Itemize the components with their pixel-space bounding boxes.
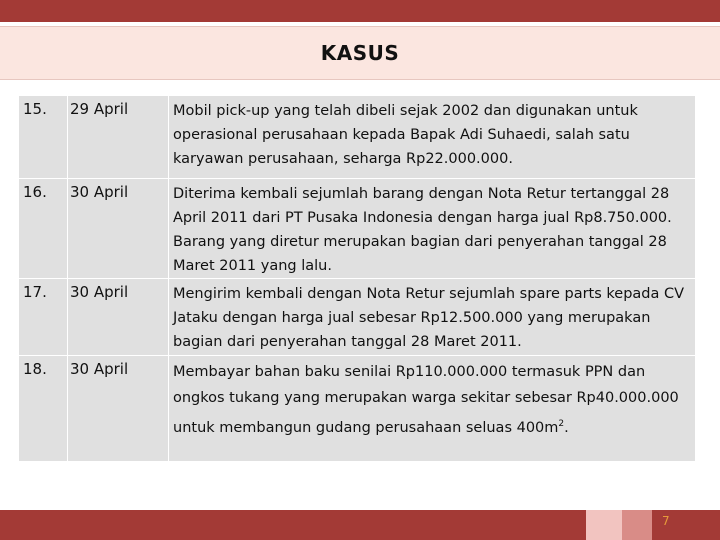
row-description: Diterima kembali sejumlah barang dengan Nota Retur tertanggal 28 April 2011 dari PT Pusaka Indonesia dengan harga jual Rp8.750.000. Barang yang diretur merupakan bagian dari penyerahan tanggal 28 Maret 2011 yang lalu. (169, 179, 696, 279)
title-band (0, 26, 720, 80)
row-number: 17. (19, 279, 68, 356)
case-table (18, 95, 696, 462)
top-accent-bar (0, 0, 720, 22)
bottom-accent-bar (0, 510, 720, 540)
bottom-bar-block-light (586, 510, 622, 540)
row-description: Mengirim kembali dengan Nota Retur sejumlah spare parts kepada CV Jataku dengan harga jual sebesar Rp12.500.000 yang merupakan bagian dari penyerahan tanggal 28 Maret 2011. (169, 279, 696, 356)
row-description-end: . (564, 419, 569, 436)
bottom-bar-block-mid (622, 510, 652, 540)
row-number: 16. (19, 179, 68, 279)
table-row (19, 279, 696, 356)
row-description-text: Membayar bahan baku senilai Rp110.000.000 termasuk PPN dan ongkos tukang yang merupakan warga sekitar sebesar Rp40.000.000 untuk membangun gudang perusahaan seluas 400m (173, 364, 679, 436)
row-date: 30 April (68, 179, 169, 279)
table-row (19, 96, 696, 179)
superscript-two: 2 (558, 419, 565, 429)
row-number: 18. (19, 356, 68, 462)
table-row (19, 179, 696, 279)
row-number: 15. (19, 96, 68, 179)
bottom-bar-block-dark (652, 510, 720, 540)
row-date: 30 April (68, 279, 169, 356)
table-row (19, 356, 696, 462)
page-number: 7 (662, 514, 670, 528)
bottom-bar-main (0, 510, 586, 540)
row-date: 30 April (68, 356, 169, 462)
row-description: Mobil pick-up yang telah dibeli sejak 2002 dan digunakan untuk operasional perusahaan kepada Bapak Adi Suhaedi, salah satu karyawan perusahaan, seharga Rp22.000.000. (169, 96, 696, 179)
row-description (169, 356, 696, 462)
slide-title: KASUS (320, 41, 400, 65)
row-date: 29 April (68, 96, 169, 179)
